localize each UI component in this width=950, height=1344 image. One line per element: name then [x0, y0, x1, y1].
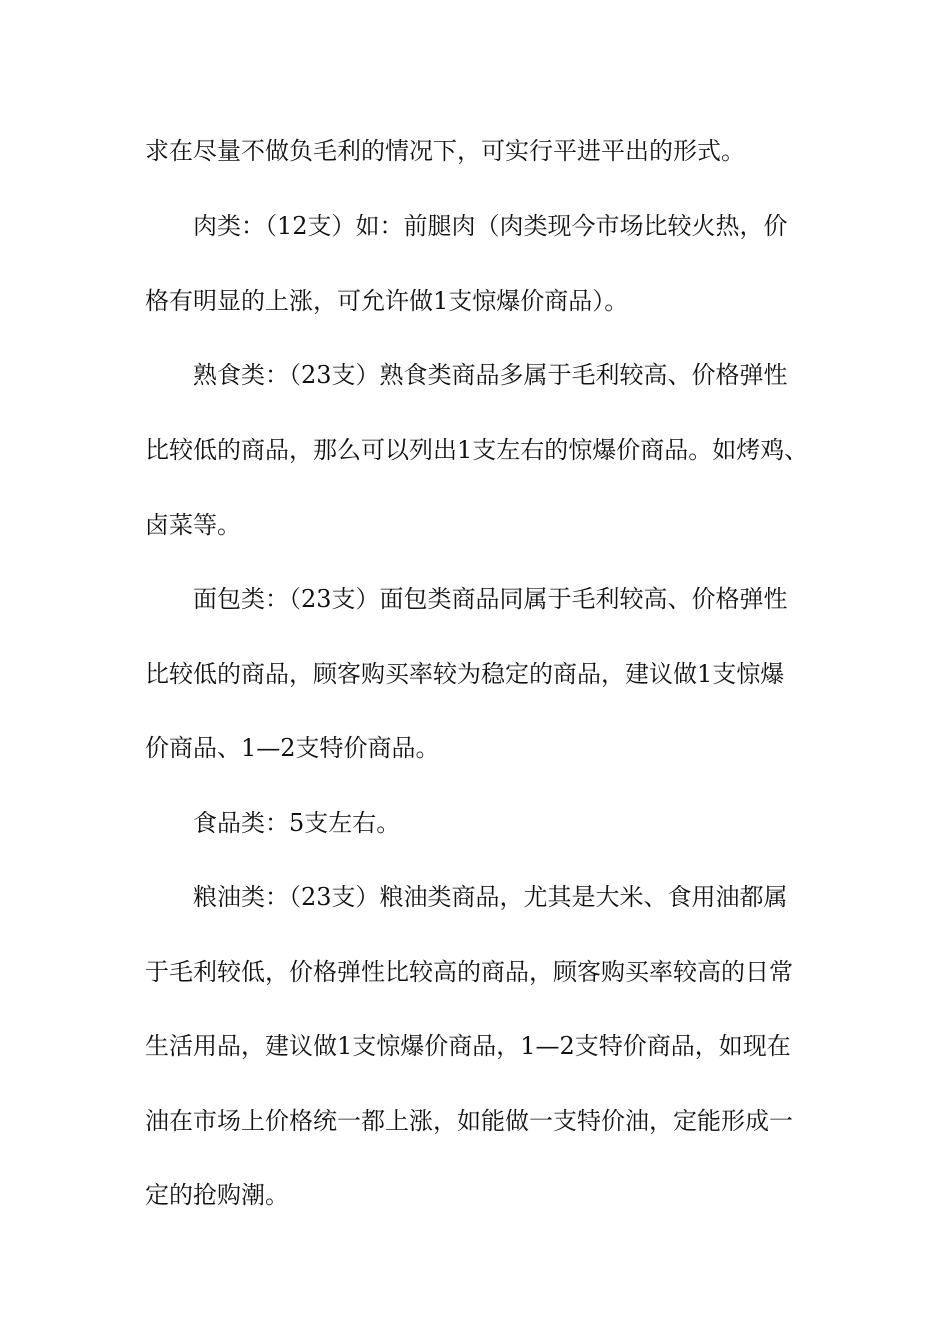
- paragraph-food-line: 食品类：5支左右。: [193, 809, 401, 837]
- text-line: 定的抢购潮。: [145, 1181, 289, 1209]
- text-line: 生活用品，建议做1支惊爆价商品，1—2支特价商品，如现在: [145, 1032, 791, 1060]
- text-line: 格有明显的上涨，可允许做1支惊爆价商品）。: [145, 287, 629, 315]
- text-line: 求在尽量不做负毛利的情况下，可实行平进平出的形式。: [145, 137, 745, 165]
- paragraph-cooked-food-line: 熟食类：（23支）熟食类商品多属于毛利较高、价格弹性: [193, 361, 788, 389]
- text-line: 比较低的商品，顾客购买率较为稳定的商品，建议做1支惊爆: [145, 660, 785, 688]
- text-line: 比较低的商品，那么可以列出1支左右的惊爆价商品。如烤鸡、: [145, 436, 809, 464]
- paragraph-meat-line: 肉类：（12支）如：前腿肉（肉类现今市场比较火热，价: [193, 212, 788, 240]
- paragraph-bread-line: 面包类：（23支）面包类商品同属于毛利较高、价格弹性: [193, 585, 788, 613]
- text-line: 价商品、1—2支特价商品。: [145, 734, 440, 762]
- text-line: 卤菜等。: [145, 511, 241, 539]
- text-line: 油在市场上价格统一都上涨，如能做一支特价油，定能形成一: [145, 1107, 793, 1135]
- text-line: 于毛利较低，价格弹性比较高的商品，顾客购买率较高的日常: [145, 958, 793, 986]
- paragraph-grain-oil-line: 粮油类：（23支）粮油类商品，尤其是大米、食用油都属: [193, 883, 788, 911]
